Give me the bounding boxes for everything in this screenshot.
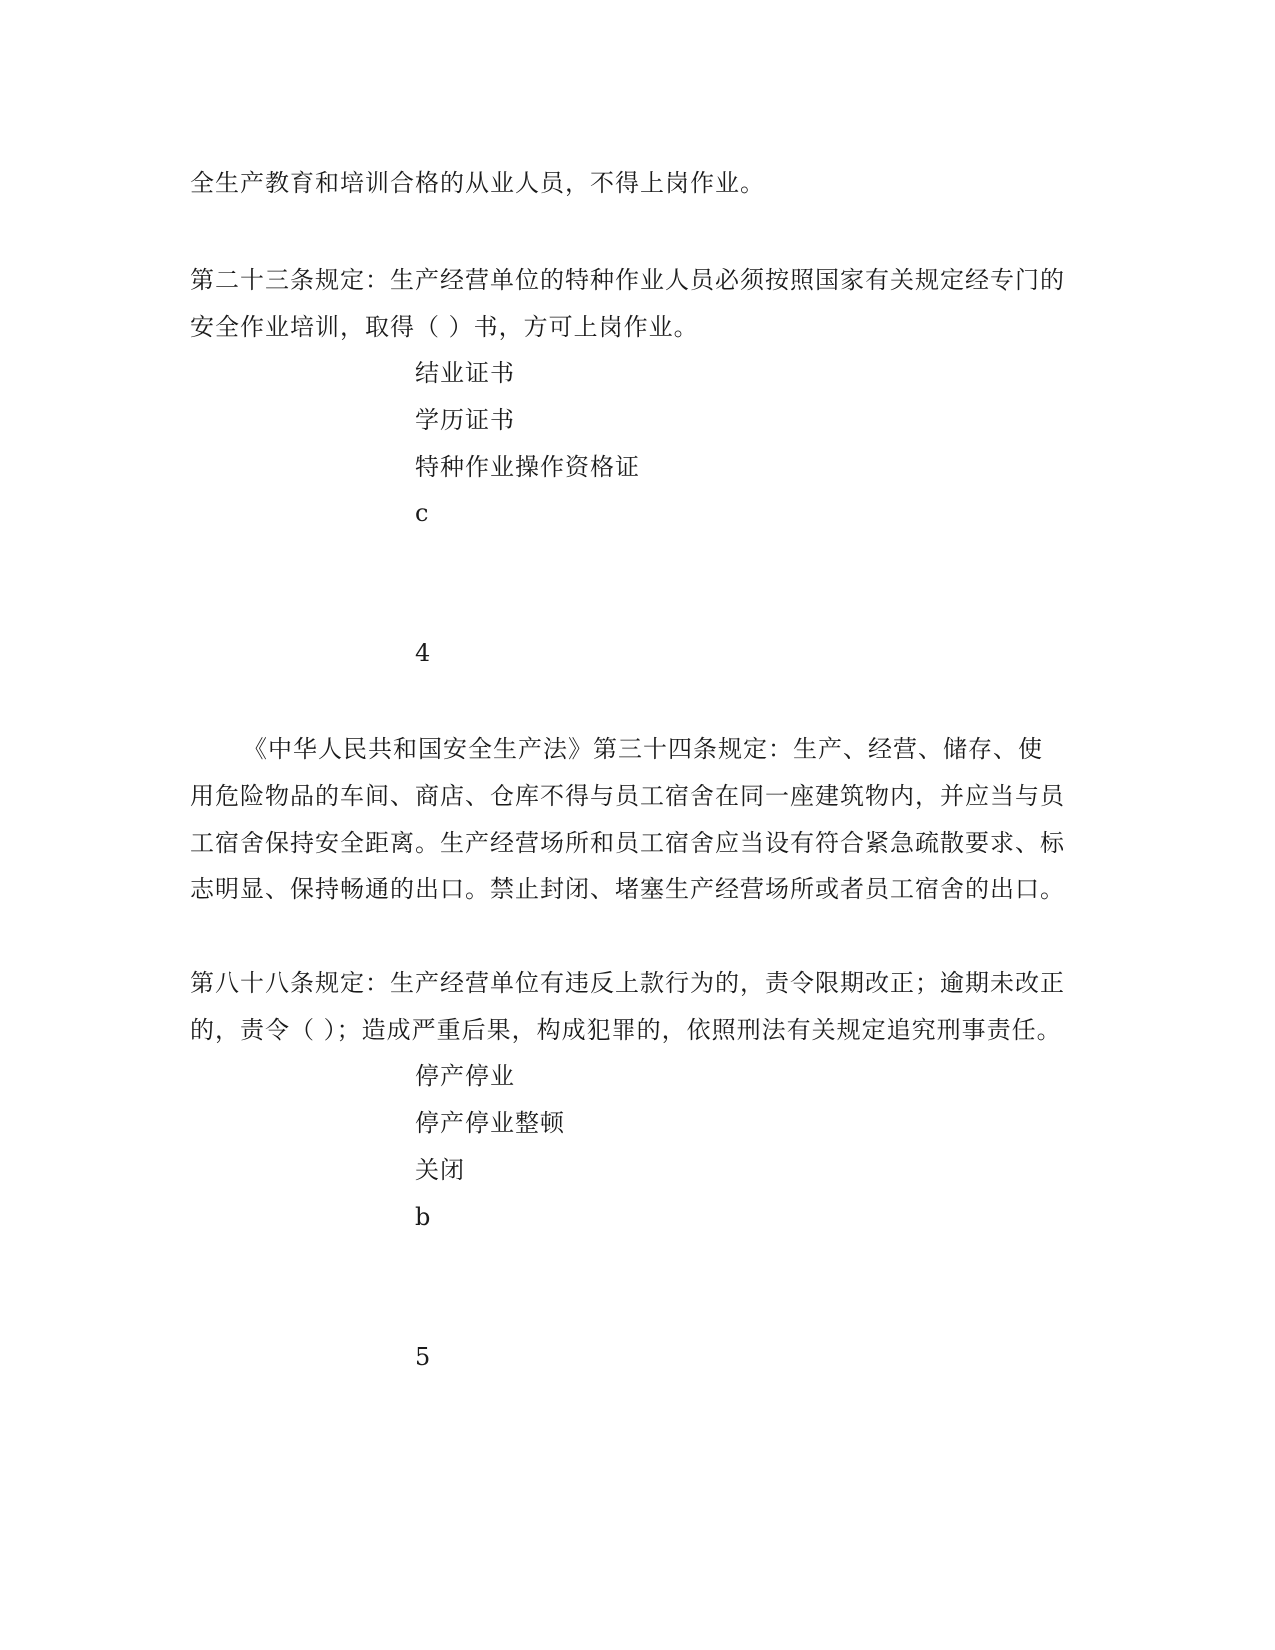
question-23-option-a: 结业证书 (415, 359, 515, 387)
law-34-line-4: 志明显、保持畅通的出口。禁止封闭、堵塞生产经营场所或者员工宿舍的出口。 (190, 875, 1065, 903)
question-88-line-2: 的，责令（ ）；造成严重后果，构成犯罪的，依照刑法有关规定追究刑事责任。 (190, 1016, 1062, 1044)
law-34-line-1: 《中华人民共和国安全生产法》第三十四条规定：生产、经营、储存、使 (243, 735, 1043, 763)
question-23-option-c: 特种作业操作资格证 (415, 453, 640, 481)
law-34-line-2: 用危险物品的车间、商店、仓库不得与员工宿舍在同一座建筑物内，并应当与员 (190, 782, 1065, 810)
question-23-option-b: 学历证书 (415, 406, 515, 434)
question-88-option-c: 关闭 (415, 1156, 465, 1184)
question-88-answer: b (415, 1203, 432, 1231)
question-23-answer: c (415, 499, 430, 527)
question-88-option-a: 停产停业 (415, 1062, 515, 1090)
question-23-number: 4 (415, 639, 432, 667)
law-34-line-3: 工宿舍保持安全距离。生产经营场所和员工宿舍应当设有符合紧急疏散要求、标 (190, 829, 1065, 857)
question-23-line-2: 安全作业培训，取得（ ）书，方可上岗作业。 (190, 313, 699, 341)
question-23-line-1: 第二十三条规定：生产经营单位的特种作业人员必须按照国家有关规定经专门的 (190, 266, 1065, 294)
question-88-line-1: 第八十八条规定：生产经营单位有违反上款行为的，责令限期改正；逾期未改正 (190, 969, 1065, 997)
paragraph-line: 全生产教育和培训合格的从业人员，不得上岗作业。 (190, 169, 765, 197)
question-88-number: 5 (415, 1343, 432, 1371)
question-88-option-b: 停产停业整顿 (415, 1109, 565, 1137)
